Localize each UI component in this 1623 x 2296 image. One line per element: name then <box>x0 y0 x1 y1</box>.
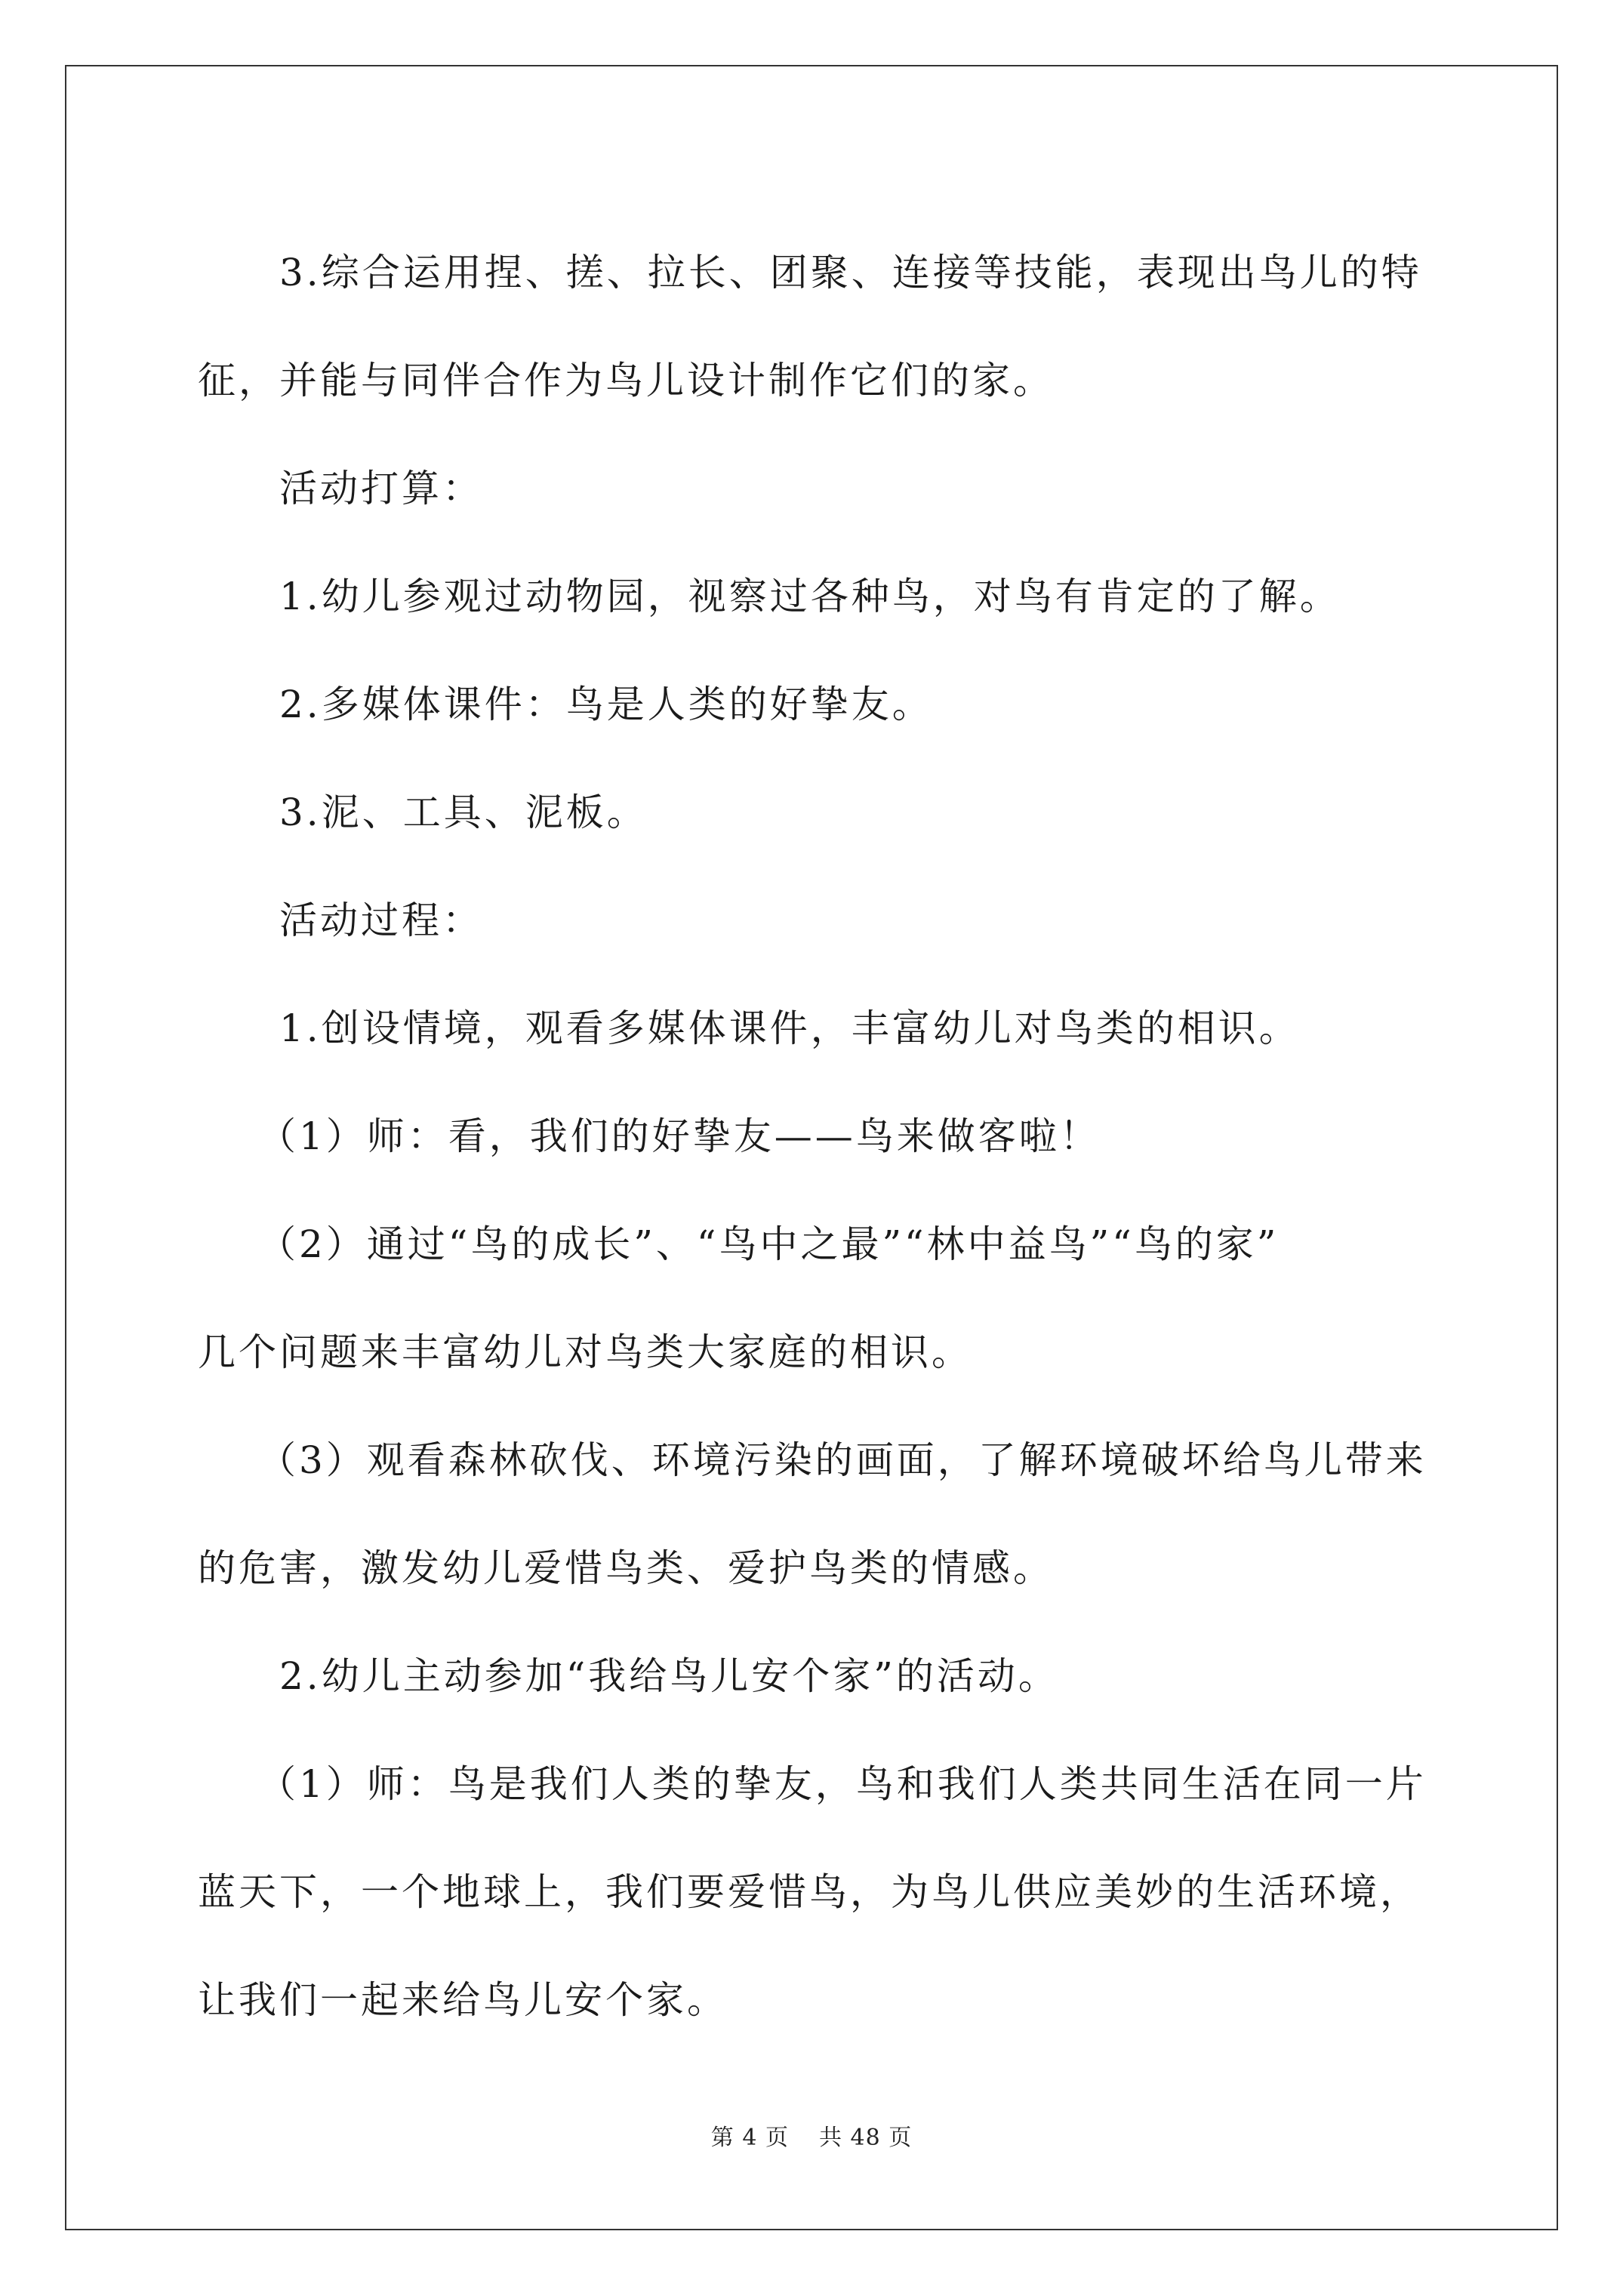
document-body <box>198 219 1436 2054</box>
paragraph-line: 让我们一起来给鸟儿安个家。 <box>198 1978 728 2022</box>
paragraph-line: 3.综合运用捏、搓、拉长、团聚、连接等技能，表现出鸟儿的特 <box>279 251 1422 294</box>
page-number: 第 4 页 <box>710 2125 789 2151</box>
paragraph-line: （2）通过“鸟的成长”、“鸟中之最”“林中益鸟”“鸟的家” <box>258 1222 1280 1266</box>
paragraph-line: （3）观看森林砍伐、环境污染的画面，了解环境破坏给鸟儿带来 <box>258 1438 1427 1482</box>
paragraph-line: 蓝天下，一个地球上，我们要爱惜鸟，为鸟儿供应美妙的生活环境， <box>198 1870 1421 1914</box>
paragraph-line: 2.幼儿主动参加“我给鸟儿安个家”的活动。 <box>279 1654 1059 1698</box>
paragraph-line: 的危害，激发幼儿爱惜鸟类、爱护鸟类的情感。 <box>198 1546 1054 1590</box>
section-heading: 活动过程： <box>279 898 483 942</box>
page-footer <box>0 2119 1623 2152</box>
paragraph-line: 2.多媒体课件：鸟是人类的好挚友。 <box>279 683 933 726</box>
section-heading: 活动打算： <box>279 467 483 510</box>
paragraph-line: （1）师：鸟是我们人类的挚友，鸟和我们人类共同生活在同一片 <box>258 1762 1427 1806</box>
paragraph-line: 1.幼儿参观过动物园，视察过各种鸟，对鸟有肯定的了解。 <box>279 575 1341 618</box>
page-total: 共 48 页 <box>818 2125 913 2151</box>
paragraph-line: 几个问题来丰富幼儿对鸟类大家庭的相识。 <box>198 1330 972 1374</box>
paragraph-line: 1.创设情境，观看多媒体课件，丰富幼儿对鸟类的相识。 <box>279 1006 1300 1050</box>
paragraph-line: 3.泥、工具、泥板。 <box>279 791 648 834</box>
paragraph-line: 征，并能与同伴合作为鸟儿设计制作它们的家。 <box>198 359 1054 402</box>
paragraph-line: （1）师：看，我们的好挚友——鸟来做客啦！ <box>258 1114 1101 1158</box>
